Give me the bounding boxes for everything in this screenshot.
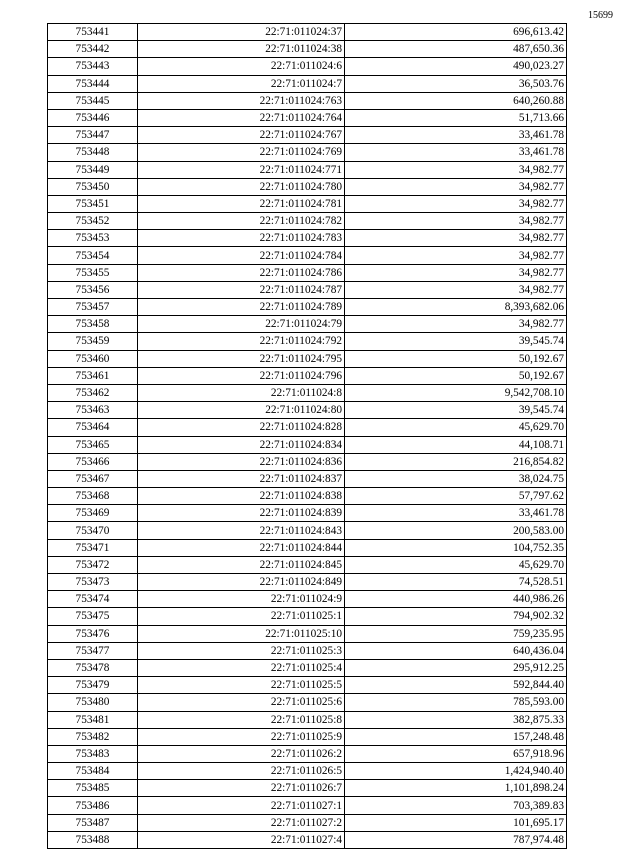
row-number-cell: 753483 <box>48 745 138 762</box>
row-number-cell: 753477 <box>48 642 138 659</box>
cadastral-value-cell: 44,108.71 <box>345 436 567 453</box>
cadastral-number-cell: 22:71:011025:8 <box>138 711 345 728</box>
cadastral-value-cell: 34,982.77 <box>345 316 567 333</box>
cadastral-number-cell: 22:71:011025:4 <box>138 659 345 676</box>
table-row <box>48 281 567 298</box>
cadastral-number-cell: 22:71:011024:38 <box>138 41 345 58</box>
cadastral-number-cell: 22:71:011024:795 <box>138 350 345 367</box>
table-row <box>48 522 567 539</box>
cadastral-number-cell: 22:71:011025:10 <box>138 625 345 642</box>
cadastral-number-cell: 22:71:011024:839 <box>138 505 345 522</box>
cadastral-value-cell: 657,918.96 <box>345 745 567 762</box>
cadastral-value-cell: 640,260.88 <box>345 92 567 109</box>
row-number-cell: 753486 <box>48 797 138 814</box>
cadastral-number-cell: 22:71:011025:3 <box>138 642 345 659</box>
cadastral-value-table <box>47 23 567 849</box>
row-number-cell: 753450 <box>48 178 138 195</box>
row-number-cell: 753474 <box>48 591 138 608</box>
table-row <box>48 436 567 453</box>
cadastral-number-cell: 22:71:011024:789 <box>138 299 345 316</box>
cadastral-number-cell: 22:71:011024:80 <box>138 402 345 419</box>
cadastral-number-cell: 22:71:011026:5 <box>138 763 345 780</box>
row-number-cell: 753467 <box>48 470 138 487</box>
cadastral-value-cell: 34,982.77 <box>345 264 567 281</box>
row-number-cell: 753446 <box>48 109 138 126</box>
table-row <box>48 230 567 247</box>
table-row <box>48 161 567 178</box>
cadastral-value-cell: 592,844.40 <box>345 677 567 694</box>
table-row <box>48 144 567 161</box>
table-row <box>48 109 567 126</box>
row-number-cell: 753468 <box>48 488 138 505</box>
cadastral-number-cell: 22:71:011024:838 <box>138 488 345 505</box>
table-row <box>48 75 567 92</box>
table-row <box>48 711 567 728</box>
cadastral-number-cell: 22:71:011024:845 <box>138 556 345 573</box>
table-row <box>48 350 567 367</box>
cadastral-value-cell: 157,248.48 <box>345 728 567 745</box>
table-row <box>48 505 567 522</box>
cadastral-value-cell: 51,713.66 <box>345 109 567 126</box>
table-row <box>48 470 567 487</box>
table-row <box>48 453 567 470</box>
cadastral-value-cell: 34,982.77 <box>345 213 567 230</box>
cadastral-number-cell: 22:71:011024:7 <box>138 75 345 92</box>
cadastral-number-cell: 22:71:011024:764 <box>138 109 345 126</box>
table-row <box>48 419 567 436</box>
row-number-cell: 753485 <box>48 780 138 797</box>
cadastral-number-cell: 22:71:011025:6 <box>138 694 345 711</box>
cadastral-number-cell: 22:71:011026:2 <box>138 745 345 762</box>
cadastral-number-cell: 22:71:011024:787 <box>138 281 345 298</box>
table-row <box>48 384 567 401</box>
cadastral-number-cell: 22:71:011024:6 <box>138 58 345 75</box>
cadastral-value-cell: 759,235.95 <box>345 625 567 642</box>
cadastral-number-cell: 22:71:011024:781 <box>138 195 345 212</box>
table-row <box>48 213 567 230</box>
cadastral-value-cell: 50,192.67 <box>345 350 567 367</box>
cadastral-value-cell: 487,650.36 <box>345 41 567 58</box>
row-number-cell: 753478 <box>48 659 138 676</box>
cadastral-number-cell: 22:71:011024:792 <box>138 333 345 350</box>
row-number-cell: 753471 <box>48 539 138 556</box>
cadastral-number-cell: 22:71:011024:836 <box>138 453 345 470</box>
table-row <box>48 367 567 384</box>
row-number-cell: 753472 <box>48 556 138 573</box>
cadastral-value-cell: 34,982.77 <box>345 195 567 212</box>
cadastral-value-cell: 101,695.17 <box>345 814 567 831</box>
row-number-cell: 753475 <box>48 608 138 625</box>
table-row <box>48 264 567 281</box>
row-number-cell: 753444 <box>48 75 138 92</box>
cadastral-value-cell: 34,982.77 <box>345 178 567 195</box>
table-row <box>48 402 567 419</box>
row-number-cell: 753463 <box>48 402 138 419</box>
cadastral-value-cell: 34,982.77 <box>345 161 567 178</box>
cadastral-value-cell: 45,629.70 <box>345 556 567 573</box>
table-row <box>48 539 567 556</box>
cadastral-number-cell: 22:71:011024:796 <box>138 367 345 384</box>
row-number-cell: 753487 <box>48 814 138 831</box>
table-row <box>48 178 567 195</box>
cadastral-number-cell: 22:71:011027:2 <box>138 814 345 831</box>
row-number-cell: 753482 <box>48 728 138 745</box>
cadastral-number-cell: 22:71:011024:783 <box>138 230 345 247</box>
cadastral-number-cell: 22:71:011024:784 <box>138 247 345 264</box>
cadastral-value-cell: 794,902.32 <box>345 608 567 625</box>
cadastral-value-cell: 39,545.74 <box>345 333 567 350</box>
row-number-cell: 753484 <box>48 763 138 780</box>
cadastral-number-cell: 22:71:011025:9 <box>138 728 345 745</box>
cadastral-number-cell: 22:71:011024:849 <box>138 574 345 591</box>
table-row <box>48 574 567 591</box>
cadastral-number-cell: 22:71:011024:769 <box>138 144 345 161</box>
row-number-cell: 753469 <box>48 505 138 522</box>
table-row <box>48 745 567 762</box>
cadastral-value-cell: 50,192.67 <box>345 367 567 384</box>
cadastral-number-cell: 22:71:011024:786 <box>138 264 345 281</box>
cadastral-number-cell: 22:71:011024:763 <box>138 92 345 109</box>
cadastral-number-cell: 22:71:011027:1 <box>138 797 345 814</box>
row-number-cell: 753466 <box>48 453 138 470</box>
cadastral-number-cell: 22:71:011025:5 <box>138 677 345 694</box>
table-row <box>48 797 567 814</box>
cadastral-number-cell: 22:71:011024:9 <box>138 591 345 608</box>
cadastral-value-cell: 34,982.77 <box>345 281 567 298</box>
row-number-cell: 753479 <box>48 677 138 694</box>
row-number-cell: 753443 <box>48 58 138 75</box>
table-row <box>48 58 567 75</box>
row-number-cell: 753451 <box>48 195 138 212</box>
table-row <box>48 24 567 41</box>
cadastral-number-cell: 22:71:011027:4 <box>138 831 345 848</box>
cadastral-number-cell: 22:71:011024:771 <box>138 161 345 178</box>
cadastral-value-cell: 440,986.26 <box>345 591 567 608</box>
table-body <box>48 24 567 849</box>
table-row <box>48 728 567 745</box>
table-row <box>48 625 567 642</box>
cadastral-number-cell: 22:71:011024:782 <box>138 213 345 230</box>
table-row <box>48 316 567 333</box>
row-number-cell: 753476 <box>48 625 138 642</box>
cadastral-number-cell: 22:71:011025:1 <box>138 608 345 625</box>
table-row <box>48 41 567 58</box>
cadastral-value-cell: 38,024.75 <box>345 470 567 487</box>
table-row <box>48 831 567 848</box>
cadastral-number-cell: 22:71:011024:780 <box>138 178 345 195</box>
row-number-cell: 753462 <box>48 384 138 401</box>
cadastral-number-cell: 22:71:011024:37 <box>138 24 345 41</box>
table-row <box>48 677 567 694</box>
row-number-cell: 753488 <box>48 831 138 848</box>
cadastral-value-cell: 33,461.78 <box>345 144 567 161</box>
row-number-cell: 753442 <box>48 41 138 58</box>
row-number-cell: 753455 <box>48 264 138 281</box>
table-row <box>48 92 567 109</box>
cadastral-number-cell: 22:71:011024:834 <box>138 436 345 453</box>
cadastral-number-cell: 22:71:011026:7 <box>138 780 345 797</box>
row-number-cell: 753452 <box>48 213 138 230</box>
cadastral-value-cell: 200,583.00 <box>345 522 567 539</box>
cadastral-value-cell: 45,629.70 <box>345 419 567 436</box>
cadastral-value-cell: 34,982.77 <box>345 230 567 247</box>
cadastral-number-cell: 22:71:011024:8 <box>138 384 345 401</box>
cadastral-value-cell: 74,528.51 <box>345 574 567 591</box>
cadastral-value-cell: 787,974.48 <box>345 831 567 848</box>
cadastral-value-cell: 785,593.00 <box>345 694 567 711</box>
row-number-cell: 753448 <box>48 144 138 161</box>
cadastral-value-cell: 490,023.27 <box>345 58 567 75</box>
cadastral-value-cell: 39,545.74 <box>345 402 567 419</box>
cadastral-value-cell: 34,982.77 <box>345 247 567 264</box>
table-row <box>48 814 567 831</box>
cadastral-value-cell: 216,854.82 <box>345 453 567 470</box>
cadastral-value-cell: 1,424,940.40 <box>345 763 567 780</box>
cadastral-value-cell: 36,503.76 <box>345 75 567 92</box>
cadastral-number-cell: 22:71:011024:844 <box>138 539 345 556</box>
cadastral-value-cell: 8,393,682.06 <box>345 299 567 316</box>
cadastral-value-cell: 696,613.42 <box>345 24 567 41</box>
row-number-cell: 753481 <box>48 711 138 728</box>
cadastral-value-cell: 33,461.78 <box>345 505 567 522</box>
page-number: 15699 <box>588 10 613 21</box>
cadastral-value-cell: 382,875.33 <box>345 711 567 728</box>
row-number-cell: 753459 <box>48 333 138 350</box>
table-row <box>48 659 567 676</box>
table-row <box>48 608 567 625</box>
cadastral-value-cell: 57,797.62 <box>345 488 567 505</box>
row-number-cell: 753449 <box>48 161 138 178</box>
cadastral-number-cell: 22:71:011024:767 <box>138 127 345 144</box>
cadastral-number-cell: 22:71:011024:79 <box>138 316 345 333</box>
row-number-cell: 753460 <box>48 350 138 367</box>
cadastral-value-cell: 9,542,708.10 <box>345 384 567 401</box>
cadastral-value-cell: 33,461.78 <box>345 127 567 144</box>
row-number-cell: 753464 <box>48 419 138 436</box>
row-number-cell: 753458 <box>48 316 138 333</box>
cadastral-value-cell: 703,389.83 <box>345 797 567 814</box>
table-row <box>48 195 567 212</box>
cadastral-value-cell: 1,101,898.24 <box>345 780 567 797</box>
table-row <box>48 642 567 659</box>
table-row <box>48 299 567 316</box>
table-row <box>48 763 567 780</box>
row-number-cell: 753453 <box>48 230 138 247</box>
table-row <box>48 591 567 608</box>
table-row <box>48 247 567 264</box>
cadastral-value-cell: 295,912.25 <box>345 659 567 676</box>
cadastral-value-cell: 640,436.04 <box>345 642 567 659</box>
table-row <box>48 127 567 144</box>
table-row <box>48 780 567 797</box>
row-number-cell: 753465 <box>48 436 138 453</box>
cadastral-value-cell: 104,752.35 <box>345 539 567 556</box>
row-number-cell: 753456 <box>48 281 138 298</box>
row-number-cell: 753470 <box>48 522 138 539</box>
row-number-cell: 753441 <box>48 24 138 41</box>
row-number-cell: 753473 <box>48 574 138 591</box>
row-number-cell: 753445 <box>48 92 138 109</box>
row-number-cell: 753461 <box>48 367 138 384</box>
row-number-cell: 753447 <box>48 127 138 144</box>
cadastral-number-cell: 22:71:011024:828 <box>138 419 345 436</box>
cadastral-number-cell: 22:71:011024:843 <box>138 522 345 539</box>
table-row <box>48 333 567 350</box>
table-row <box>48 488 567 505</box>
row-number-cell: 753457 <box>48 299 138 316</box>
row-number-cell: 753454 <box>48 247 138 264</box>
row-number-cell: 753480 <box>48 694 138 711</box>
cadastral-number-cell: 22:71:011024:837 <box>138 470 345 487</box>
table-row <box>48 694 567 711</box>
table-row <box>48 556 567 573</box>
